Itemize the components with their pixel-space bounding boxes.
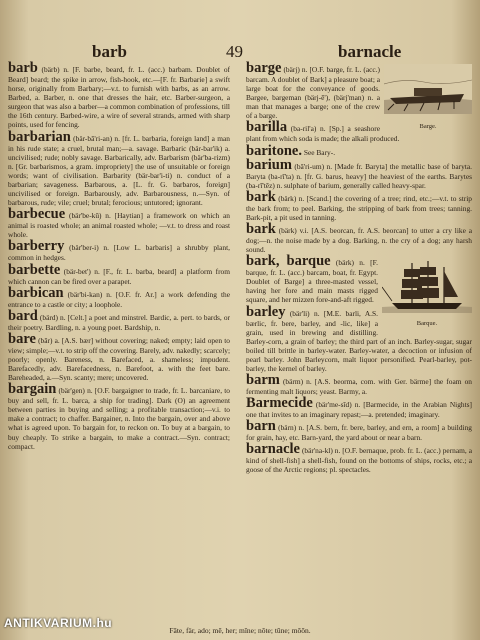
page-header [0,42,480,64]
entry-bare: bare (bār) a. [A.S. bær] without covering; naked; empty; laid open to view; simple;—v.t. to strip off the covering. Barely, adv. nakedly; scarcely; poorly; openly. Bareness, n. Barefaced, a. shameless; impudent. Barefacedly, adv. Barefacedness, n. Barefoot, a. with the feet bare. Bareheaded, a.—Syn. scanty; mere; uncovered. [8,330,230,383]
entry-bark-1: bark (bärk) n. [Scand.] the covering of a tree; rind, etc.;—v.t. to strip the bark from; to peel. Barking, the stripping of bark from trees; tanning. Bark-pit, a pit used in tanning. [246,188,472,222]
right-guide-word: barnacle [338,42,402,61]
entry-barley: barley (bär'li) n. [M.E. barli, A.S. bærlic, fr. bere, barley, and -lic, like] a grain, used in brewing and distilling. Barley-corn, a grain of barley; the third part of an inch. Barley-sugar, sugar boiled till brittle in barley-water. Barley-water, a decoction or infusion of pearl barley. John Barleycorn, malt liquor personified. Pearl-barley, pot-barley, the kernel of barley. [246,303,472,373]
entry-barbican: barbican (bär'bi-kan) n. [O.F. fr. Ar.] a work defending the entrance to a castle or city; a loophole. [8,284,230,309]
entry-bargain: bargain (bär'gen) n. [O.F. bargaigner to trade, fr. L. barcaniare, to buy and sell, fr. L. barca, a ship for trading]. Dark (O) an agreement between parties in buying and selling; a profitable transaction;—v.i. to make a contract; to chaffer. Bargainer, n. Into the bargain, over and above what is agreed upon. To bargain for, to reckon on. To buy at a bargain, to buy cheaply. To strike a bargain, to make a contract.—Syn. contract; compact. [8,381,230,451]
entry-barium: barium (bā'ri-um) n. [Made fr. Baryta] the metallic base of baryta. Baryta (ba-rī'ta) n. [fr. G. barus, heavy] the heaviest of the earths. Barytes (ba-rī'tēz) n. sulphate of barium, generally called heavy-spar. [246,156,472,190]
entry-barilla: barilla (ba-ril'a) n. [Sp.] a seashore plant from which soda is made; the alkali produced. [246,119,400,144]
entry-barbecue: barbecue (bär'be-kū) n. [Haytian] a framework on which an animal is roasted whole; an animal roasted whole; —v.t. to dress and roast whole. [8,206,230,240]
entry-barberry: barberry (bär'ber-i) n. [Low L. barbaris] a shrubby plant, common in hedges. [8,238,230,263]
entry-bark-barque: Barque. bark, barque (bärk) n. [F. barque, fr. L. (acc.) barcam, boat, fr. Egypt. Doublet of Barge] a three-masted vessel, having her fore and main masts rigged square, and her mizzen fore-and-aft rigged. [246,255,472,304]
barge-caption: Barge. [419,123,437,130]
barque-image [382,257,472,319]
barge-image [384,64,472,122]
entry-barnacle: barnacle (bär'na-kl) n. [O.F. bernaque, prob. fr. L. (acc.) pernam, a kind of shell-fish] a shell-fish, found on the bottoms of ships, rocks, etc.; a goose of the Arctic regions; pl. spectacles. [246,441,472,475]
watermark-logo: ANTIKVARIUM.hu [4,616,113,630]
pronunciation-key: Fāte, fär, ado; mē, her; mīne; nōte; tūne; mōōn. [169,626,311,635]
entry-barbarian: barbarian (bär-bā'ri-an) n. [fr. L. barbaria, foreign land] a man in his rude state; a cruel, brutal man;—a. savage. Barbaric (bär-bar'ik) a. uncivilised; rude; nobly savage. Barbarically, adv. Barbarism (bär'ba-rizm) n. [Gr. barbarismos, a gram. impropriety] the use of unsuitable or foreign words; want of civilisation. Barbarity (bär-bar'i-ti) n. conduct of a barbarian; savageness. Barbarous, a. [L. fr. G. barbaros, foreign] uncivilised or foreign. Barbarously, adv. Barbarousness, n.—Syn. of barbarous, rude; vile; cruel; brutal; ferocious; untutored; ignorant. [8,128,230,208]
barge-illustration [384,64,472,131]
page-number: 49 [226,42,243,61]
entry-barb: barb (bärb) n. [F. barbe, beard, fr. L. (acc.) barbam. Doublet of Beard] beard; the spike in arrow, fish-hook, etc.—[F. fr. Barbarie] a swift horse, originally from Barbary;—v.t. to furnish with barbs, as an arrow. Barbed, a. Barber, n. one that dresses the hair, etc. Barber-surgeon, a surgeon that was also a barber—a common combination of professions, till the 16th century. Barbed-wire, a wire of several strands, armed with sharp points, used for fencing. [8,60,230,130]
entry-barbette: barbette (bär-bet') n. [F., fr. L. barba, beard] a platform from which cannon can be fired over a parapet. [8,261,230,286]
right-column [246,62,472,476]
entry-barm: barm (bärm) n. [A.S. beorma, com. with Ger. bärme] the foam on fermenting malt liquors; yeast. Barmy, a. [246,372,472,397]
entry-barn: barn (bärn) n. [A.S. bern, fr. bere, barley, and ern, a room] a building for grain, hay, etc. Barn-yard, the yard about or near a barn. [246,418,472,443]
entry-bard: bard (bärd) n. [Celt.] a poet and minstrel. Bardic, a. pert. to bards, or their poetry. Bardling, n. a young poet. Bardship, n. [8,307,230,332]
barque-caption: Barque. [416,320,438,328]
entry-barmecide: Barmecide (bär'me-sīd) n. [Barmecide, in the Arabian Nights] one that invites to an imaginary repast;—a. pretended; imaginary. [246,395,472,420]
barque-illustration [382,257,472,328]
entry-barge: Barge. barge (bärj) n. [O.F. barge, fr. L. (acc.) barcam. A doublet of Bark] a pleasure boat; a large boat for the conveyance of goods. Bargee, bargeman (bärj-ē'), (bärj'man) n. a man that manages a barge; one of the crew of a barge. [246,62,472,120]
left-column [8,62,230,452]
entry-baritone: baritone. See Bary-. [246,142,336,159]
entry-bark-2: bark (bärk) v.i. [A.S. beorcan, fr. A.S. beorcan] to utter a cry like a dog;—n. the noise made by a dog. Barking, n. the cry of a dog; any harsh sound. [246,220,472,255]
left-guide-word: barb [92,42,127,61]
